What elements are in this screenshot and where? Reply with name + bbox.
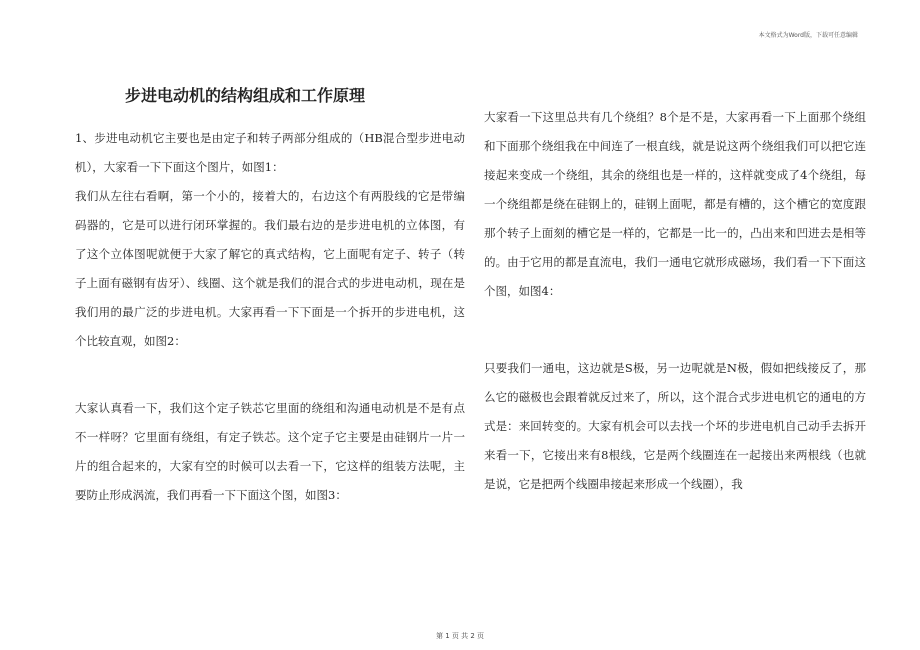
document-title: 步进电动机的结构组成和工作原理 xyxy=(125,86,366,105)
page-number: 第 1 页 共 2 页 xyxy=(435,632,485,640)
paragraph: 我们从左往右看啊，第一个小的，接着大的，右边这个有两股线的它是带编码器的，它是可以进行闭环掌握的。我们最右边的是步进电机的立体图，有了这个立体图呢就便于大家了解它的真式结构，它上面呢有定子、转子（转子上面有磁钢有齿牙）、线圈、这个就是我们的混合式的步进电动机，现在是我们用的最广泛的步进电机。大家再看一下下面是一个拆开的步进电机，这个比较直观，如图2： xyxy=(75,189,465,348)
right-column xyxy=(484,103,866,499)
paragraph: 只要我们一通电，这边就是S极，另一边呢就是N极，假如把线接反了，那么它的磁极也会跟着就反过来了，所以，这个混合式步进电机它的通电的方式是：来回转变的。大家有机会可以去找一个坏的步进电机自己动手去拆开来看一下，它接出来有8根线，它是两个线圈连在一起接出来两根线（也就是说，它是把两个线圈串接起来形成一个线圈），我 xyxy=(484,361,866,491)
header-watermark: 本文格式为Word版，下载可任意编辑 xyxy=(758,32,858,39)
left-column xyxy=(75,124,465,510)
paragraph: 1、步进电动机它主要也是由定子和转子两部分组成的（HB混合型步进电动机），大家看一下下面这个图片，如图1： xyxy=(75,131,465,174)
paragraph: 大家认真看一下，我们这个定子铁芯它里面的绕组和沟通电动机是不是有点不一样呀？它里面有绕组，有定子铁芯。这个定子它主要是由硅钢片一片一片的组合起来的，大家有空的时候可以去看一下，它这样的组装方法呢，主要防止形成涡流，我们再看一下下面这个图，如图3： xyxy=(75,401,465,502)
paragraph: 大家看一下这里总共有几个绕组？8个是不是，大家再看一下上面那个绕组和下面那个绕组我在中间连了一根直线，就是说这两个绕组我们可以把它连接起来变成一个绕组，其余的绕组也是一样的，这样就变成了4个绕组，每一个绕组都是绕在硅钢上的，硅钢上面呢，都是有槽的，这个槽它的宽度跟那个转子上面刻的槽它是一样的，它都是一比一的，凸出来和凹进去是相等的。由于它用的都是直流电，我们一通电它就形成磁场，我们看一下下面这个图，如图4： xyxy=(484,110,866,298)
